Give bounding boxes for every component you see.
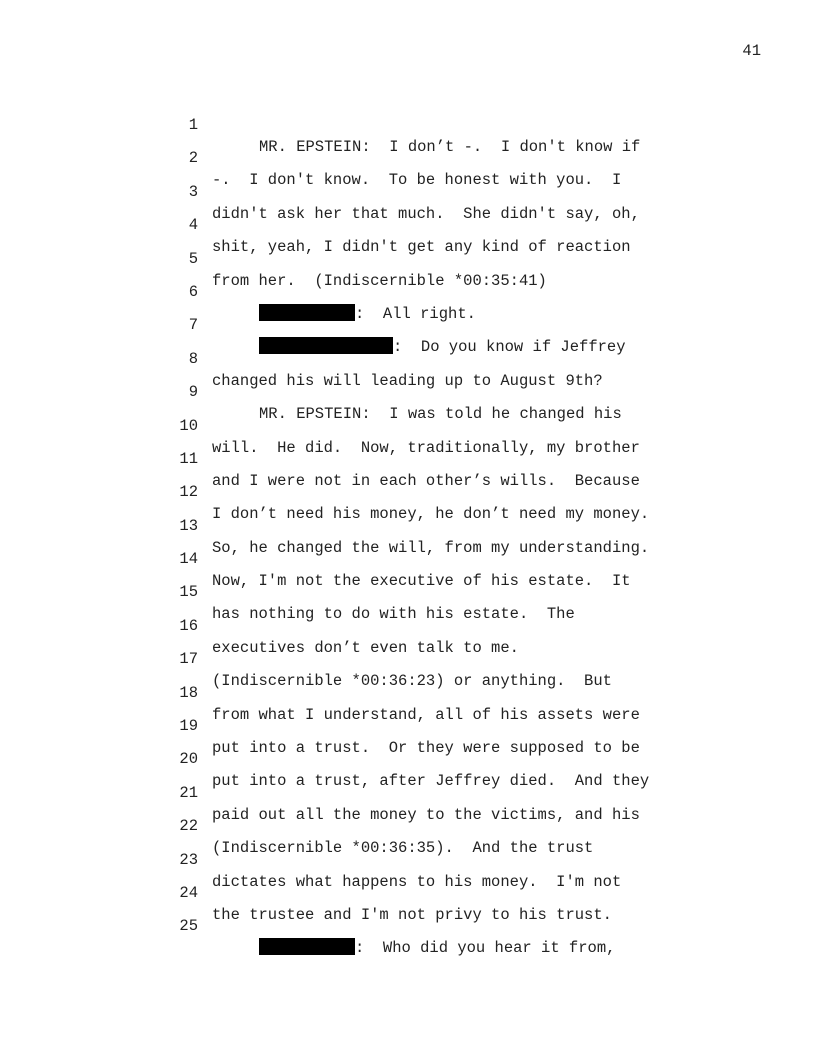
- transcript-line: [0, 660, 816, 724]
- line-text: (Indiscernible *00:36:23) or anything. But: [212, 672, 612, 691]
- line-text: the trustee and I'm not privy to his trust.: [212, 905, 612, 924]
- line-number: 4: [188, 216, 198, 235]
- transcript-line: [0, 559, 816, 624]
- line-number: 20: [179, 750, 198, 769]
- transcript-line: [0, 827, 816, 891]
- transcript-line: [0, 760, 816, 824]
- transcript-line: [0, 626, 816, 691]
- line-text: put into a trust. Or they were supposed to be: [212, 739, 640, 758]
- transcript-line: [0, 326, 816, 390]
- speaker-remark: : All right.: [355, 304, 476, 323]
- transcript-line: [0, 359, 816, 424]
- transcript-line: [0, 526, 816, 591]
- line-number: 14: [179, 550, 198, 569]
- line-number: 21: [179, 783, 198, 802]
- line-text: dictates what happens to his money. I'm not: [212, 872, 622, 891]
- transcript-line: [0, 893, 816, 958]
- line-text: paid out all the money to the victims, and his: [212, 805, 640, 824]
- transcript-body: [0, 92, 816, 958]
- line-number: 22: [179, 817, 198, 836]
- page-number: 41: [742, 42, 761, 60]
- line-text: So, he changed the will, from my understanding.: [212, 538, 650, 557]
- transcript-line: [0, 726, 816, 791]
- line-text: Now, I'm not the executive of his estate. It: [212, 572, 631, 591]
- line-number: 13: [179, 516, 198, 535]
- line-text: [259, 937, 615, 959]
- transcript-line: [0, 860, 816, 924]
- line-text: MR. EPSTEIN: I was told he changed his: [259, 405, 622, 424]
- line-text: from what I understand, all of his assets were: [212, 705, 640, 724]
- line-number: 17: [179, 650, 198, 669]
- line-number: 24: [179, 883, 198, 902]
- line-text: executives don’t even talk to me.: [212, 638, 519, 657]
- line-text: (Indiscernible *00:36:35). And the trust: [212, 839, 594, 858]
- line-number: 12: [179, 483, 198, 502]
- transcript-line: [0, 125, 816, 190]
- line-number: 2: [188, 149, 198, 168]
- redaction-block: [259, 938, 355, 955]
- transcript-line: [0, 92, 816, 156]
- line-number: 18: [179, 683, 198, 702]
- transcript-line: [0, 259, 816, 323]
- transcript-line: [0, 226, 816, 290]
- line-number: 1: [188, 116, 198, 134]
- line-number: 8: [188, 349, 198, 368]
- speaker-remark: : Who did you hear it from,: [355, 939, 616, 958]
- transcript-line: [0, 693, 816, 758]
- transcript-line: [0, 593, 816, 657]
- line-number: 9: [188, 383, 198, 402]
- line-text: didn't ask her that much. She didn't say, oh,: [212, 204, 640, 223]
- line-number: 23: [179, 850, 198, 869]
- line-number: 19: [179, 717, 198, 736]
- line-text: will. He did. Now, traditionally, my brother: [212, 438, 640, 457]
- line-text: from her. (Indiscernible *00:35:41): [212, 271, 547, 290]
- transcript-line: [0, 426, 816, 490]
- transcript-line: [0, 459, 816, 524]
- line-number: 11: [179, 449, 198, 468]
- transcript-line: [0, 292, 816, 357]
- line-number: 16: [179, 616, 198, 635]
- line-text: I don’t need his money, he don’t need my money.: [212, 505, 650, 524]
- line-number: 5: [188, 249, 198, 268]
- line-text: and I were not in each other’s wills. Because: [212, 471, 640, 490]
- line-text: shit, yeah, I didn't get any kind of reaction: [212, 238, 631, 257]
- line-number: 7: [188, 316, 198, 335]
- line-text: changed his will leading up to August 9th?: [212, 371, 603, 390]
- speaker-remark: : Do you know if Jeffrey: [393, 338, 626, 357]
- line-text: has nothing to do with his estate. The: [212, 605, 575, 624]
- transcript-line: [0, 192, 816, 257]
- line-text: MR. EPSTEIN: I don’t -. I don't know if: [259, 138, 641, 156]
- line-number: 25: [179, 917, 198, 936]
- transcript-line: [0, 493, 816, 557]
- line-number: 6: [188, 282, 198, 301]
- transcript-line: [0, 159, 816, 223]
- line-text: -. I don't know. To be honest with you. I: [212, 171, 622, 190]
- line-number: 15: [179, 583, 198, 602]
- transcript-line: [0, 793, 816, 858]
- line-text: put into a trust, after Jeffrey died. And they: [212, 772, 650, 791]
- transcript-line: [0, 393, 816, 457]
- line-number: 3: [188, 182, 198, 201]
- line-number: 10: [179, 416, 198, 435]
